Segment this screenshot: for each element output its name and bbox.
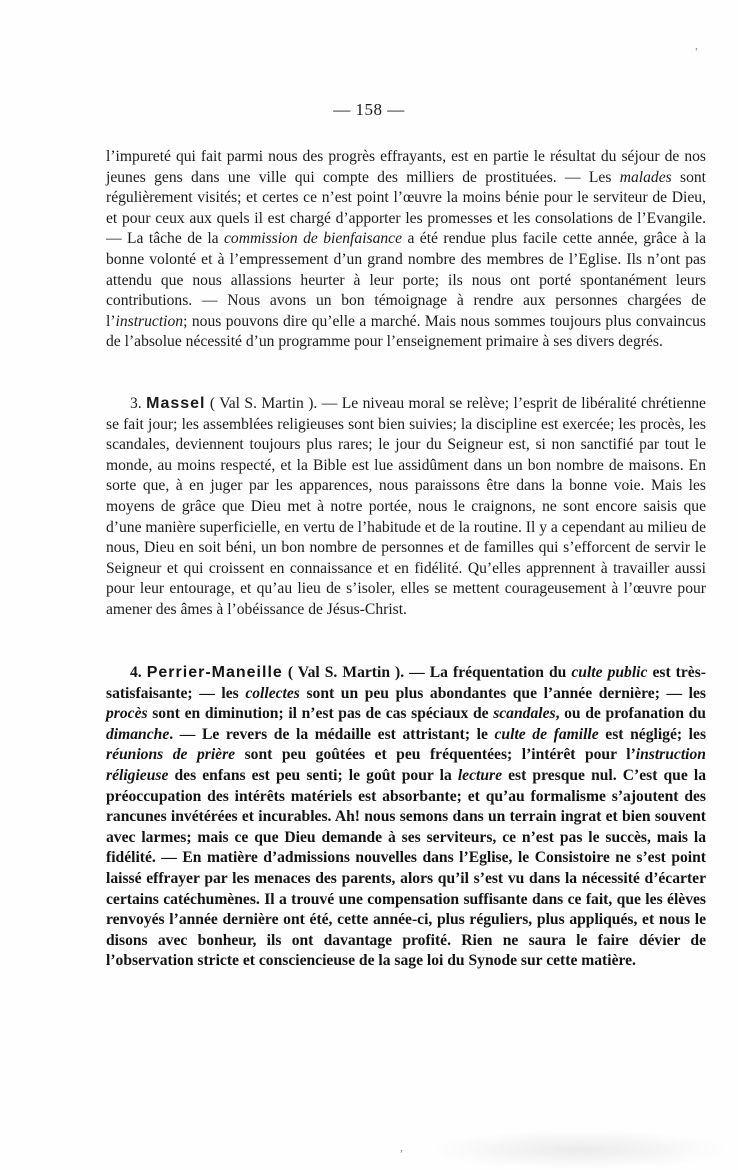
- margin-mark: ,: [695, 38, 698, 52]
- paragraph-perrier-maneille: [106, 663, 706, 972]
- perrier-text-2: est très-satisfaisante; — les: [106, 664, 706, 702]
- perrier-text-7: est négligé; les: [598, 725, 707, 743]
- parish-name: Massel: [146, 395, 206, 412]
- intro-emphasis-2: commission de bienfaisance: [224, 230, 403, 248]
- parish-valley-note: ( Val S. Martin ).: [209, 395, 318, 412]
- perrier-text-6: . — Le revers de la médaille est attristant; le: [169, 725, 495, 743]
- perrier-emphasis-9: lecture: [457, 766, 503, 784]
- perrier-emphasis-4: scandales: [493, 705, 556, 723]
- intro-text-4: ; nous pouvons dire qu’elle a marché. Mais nous sommes toujours plus convaincus de l’absolue nécessité d’un programme pour l’enseignement primaire à ses divers degrés.: [106, 312, 706, 351]
- intro-emphasis-3: instruction: [115, 312, 184, 330]
- margin-mark: ,: [400, 1140, 403, 1154]
- section-number: 3.: [130, 395, 142, 412]
- perrier-text-10: est presque nul. C’est que la préoccupation des intérêts matériels est absorbante; et qu’au formalisme s’ajoutent des rancunes invétérées et incurables. Ah! nous semons dans un terrain ingrat et bien souvent avec larmes; mais ce que Dieu demande à ses serviteurs, ce n’est pas le succès, mais la fidélité. — En matière d’admissions nouvelles dans l’Eglise, le Consistoire ne s’est point laissé effrayer par les menaces des parents, alors qu’il s’est vu dans la nécessité d’écarter certains catéchumènes. Il a trouvé une compensation suffisante dans ce fait, que les élèves renvoyés l’année dernière ont été, cette année-ci, plus réguliers, plus appliqués, et nous le disons avec bonheur, ils ont davantage profité. Rien ne saura le faire dévier de l’observation stricte et consciencieuse de la sage loi du Synode sur cette matière.: [106, 766, 706, 970]
- massel-body-text: — Le niveau moral se relève; l’esprit de libéralité chrétienne se fait jour; les assemblées religieuses sont bien suivies; la discipline est exercée; les procès, les scandales, deviennent toujours plus rares; le jour du Seigneur est, si non sanctifié par tout le monde, au moins respecté, et la Bible est lue assidûment dans un bon nombre de maisons. En sorte que, à en juger par les apparences, nous paraissons être dans la bonne voie. Mais les moyens de grâce que Dieu met à notre portée, nous le craignons, ne sont encore saisis que d’une manière superficielle, en vertu de l’habitude et de la routine. Il y a cependant au milieu de nous, Dieu en soit béni, un bon nombre de personnes et de familles qui s’efforcent de servir le Seigneur et qui croissent en connaissance et en fidélité. Qu’elles apprennent à travailler aussi pour leur entourage, et qu’au lieu de s’isoler, elles se mettent courageusement à l’œuvre pour amener des âmes à l’obéissance de Jésus-Christ.: [106, 395, 706, 618]
- parish-valley-note: ( Val S. Martin ).: [287, 664, 405, 681]
- paragraph-massel: [106, 394, 706, 621]
- perrier-text-8: sont peu goûtées et peu fréquentées; l’intérêt pour l’: [235, 746, 636, 764]
- intro-text-3: a été rendue plus facile cette année, grâce à la bonne volonté et à l’empressement d’un grand nombre des membres de l’Eglise. Ils n’ont pas attendu que nous allassions heurter à leur porte; ils nous ont porté spontanément leurs contributions. — Nous avons un bon témoignage à rendre aux personnes chargées de l’: [106, 230, 706, 330]
- intro-text-1: l’impureté qui fait parmi nous des progrès effrayants, est en partie le résultat du séjour de nos jeunes gens dans une ville qui compte des milliers de prostituées. — Les: [106, 148, 706, 186]
- perrier-text-1: — La fréquentation du: [404, 664, 572, 681]
- section-number: 4.: [130, 664, 142, 681]
- page-number: — 158 —: [333, 100, 405, 119]
- perrier-emphasis-7: réunions de prière: [106, 746, 236, 764]
- intro-emphasis-1: malades: [619, 168, 672, 186]
- perrier-text-9: des enfans est peu senti; le goût pour la: [168, 766, 458, 784]
- scan-smudge: [430, 1130, 730, 1170]
- perrier-emphasis-8: instruction réligieuse: [106, 746, 706, 784]
- perrier-emphasis-5: dimanche: [106, 725, 170, 743]
- perrier-emphasis-3: procès: [106, 705, 148, 723]
- perrier-emphasis-6: culte de famille: [494, 725, 599, 743]
- perrier-text-4: sont en diminution; il n’est pas de cas spéciaux de: [147, 705, 494, 723]
- perrier-text-5: , ou de profanation du: [555, 705, 706, 723]
- perrier-emphasis-2: collectes: [245, 684, 300, 702]
- intro-text-2: sont régulièrement visités; et certes ce n’est point l’œuvre la moins bénie pour le serviteur de Dieu, et pour ceux aux quels il est chargé d’apporter les promesses et les consolations de l’Evangile. — La tâche de la: [106, 168, 707, 248]
- perrier-emphasis-1: culte public: [571, 664, 648, 681]
- paragraph-intro: [106, 147, 706, 353]
- parish-name: Perrier-Maneille: [146, 664, 283, 681]
- perrier-text-3: sont un peu plus abondantes que l’année dernière; — les: [299, 684, 706, 702]
